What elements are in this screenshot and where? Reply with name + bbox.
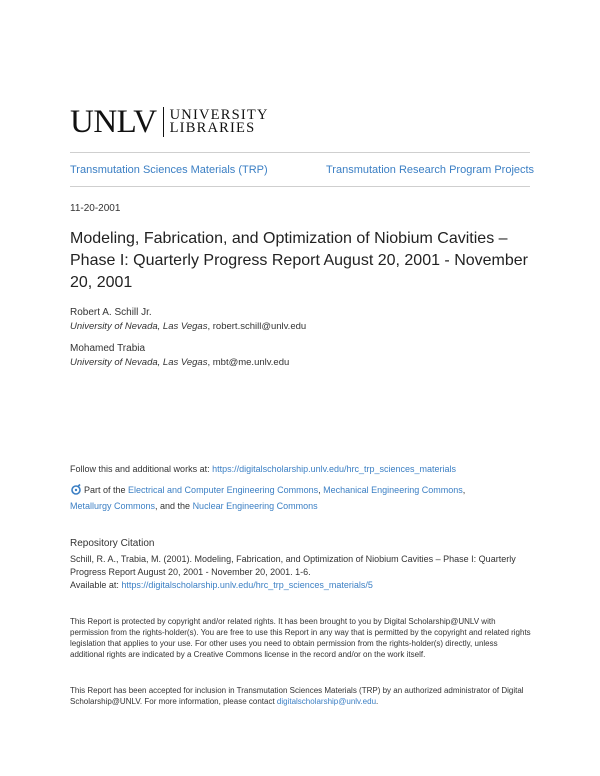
contact-email-link[interactable]: digitalscholarship@unlv.edu — [276, 697, 377, 706]
author-affiliation: University of Nevada, Las Vegas, robert.schill@unlv.edu — [70, 321, 307, 332]
series-link-trp-materials[interactable]: Transmutation Sciences Materials (TRP) — [70, 164, 268, 176]
unlv-libraries-logo[interactable] — [70, 104, 269, 140]
logo-line2: LIBRARIES — [169, 120, 256, 136]
collection-url-link[interactable]: https://digitalscholarship.unlv.edu/hrc_trp_sciences_materials — [212, 464, 457, 474]
logo-sub-text — [170, 109, 269, 135]
commons-link-nuclear[interactable]: Nuclear Engineering Commons — [192, 501, 318, 511]
inclusion-notice: This Report has been accepted for inclusion in Transmutation Sciences Materials (TRP) by an authorized administrator of Digital Scholarship@UNLV. For more information, please contact digitalscholarship@unlv.edu. — [70, 686, 524, 706]
header-rule-bottom — [70, 186, 530, 187]
repository-citation-heading: Repository Citation — [70, 538, 155, 549]
follow-line: Follow this and additional works at: https://digitalscholarship.unlv.edu/hrc_trp_sciences_materials — [70, 464, 457, 474]
repository-citation: Schill, R. A., Trabia, M. (2001). Modeling, Fabrication, and Optimization of Niobium Cavities – Phase I: Quarterly Progress Report August 20, 2001 - November 20, 2001. 1-6. Available at: https://digitalscholarship.unlv.edu/hrc_trp_sciences_materials/5 — [70, 554, 516, 590]
series-link-trp-projects[interactable]: Transmutation Research Program Projects — [326, 164, 535, 176]
author-block-2 — [70, 343, 289, 368]
header-rule-top — [70, 152, 530, 153]
logo-line1: UNIVERSITY — [169, 107, 269, 123]
publication-date: 11-20-2001 — [70, 203, 121, 214]
logo-main-text: UNLV — [70, 103, 157, 140]
copyright-notice: This Report is protected by copyright and/or related rights. It has been brought to you by Digital Scholarship@UNLV with permission from the rights-holder(s). You are free to use this Report in any way that is permitted by the copyright and related rights legislation that applies to your use. For other uses you need to obtain permission from the rights-holder(s) directly, unless additional rights are indicated by a Creative Commons license in the record and/or on the work itself. — [70, 617, 531, 659]
author-block-1 — [70, 307, 306, 332]
commons-link-ece[interactable]: Electrical and Computer Engineering Commons — [128, 485, 319, 495]
commons-link-mechanical[interactable]: Mechanical Engineering Commons — [323, 485, 463, 495]
open-access-icon — [70, 483, 82, 495]
document-title: Modeling, Fabrication, and Optimization of Niobium Cavities – Phase I: Quarterly Progress Report August 20, 2001 - November 20, 2001 — [70, 230, 529, 291]
commons-link-metallurgy[interactable]: Metallurgy Commons — [70, 501, 156, 511]
author-name: Robert A. Schill Jr. — [70, 307, 152, 318]
citation-url-link[interactable]: https://digitalscholarship.unlv.edu/hrc_trp_sciences_materials/5 — [121, 580, 373, 590]
author-affiliation: University of Nevada, Las Vegas, mbt@me.unlv.edu — [70, 357, 290, 368]
commons-block: Part of the Electrical and Computer Engineering Commons, Mechanical Engineering Commons, Metallurgy Commons, and the Nuclear Engineering Commons — [70, 485, 466, 511]
logo-divider — [163, 107, 164, 137]
author-name: Mohamed Trabia — [70, 343, 146, 354]
